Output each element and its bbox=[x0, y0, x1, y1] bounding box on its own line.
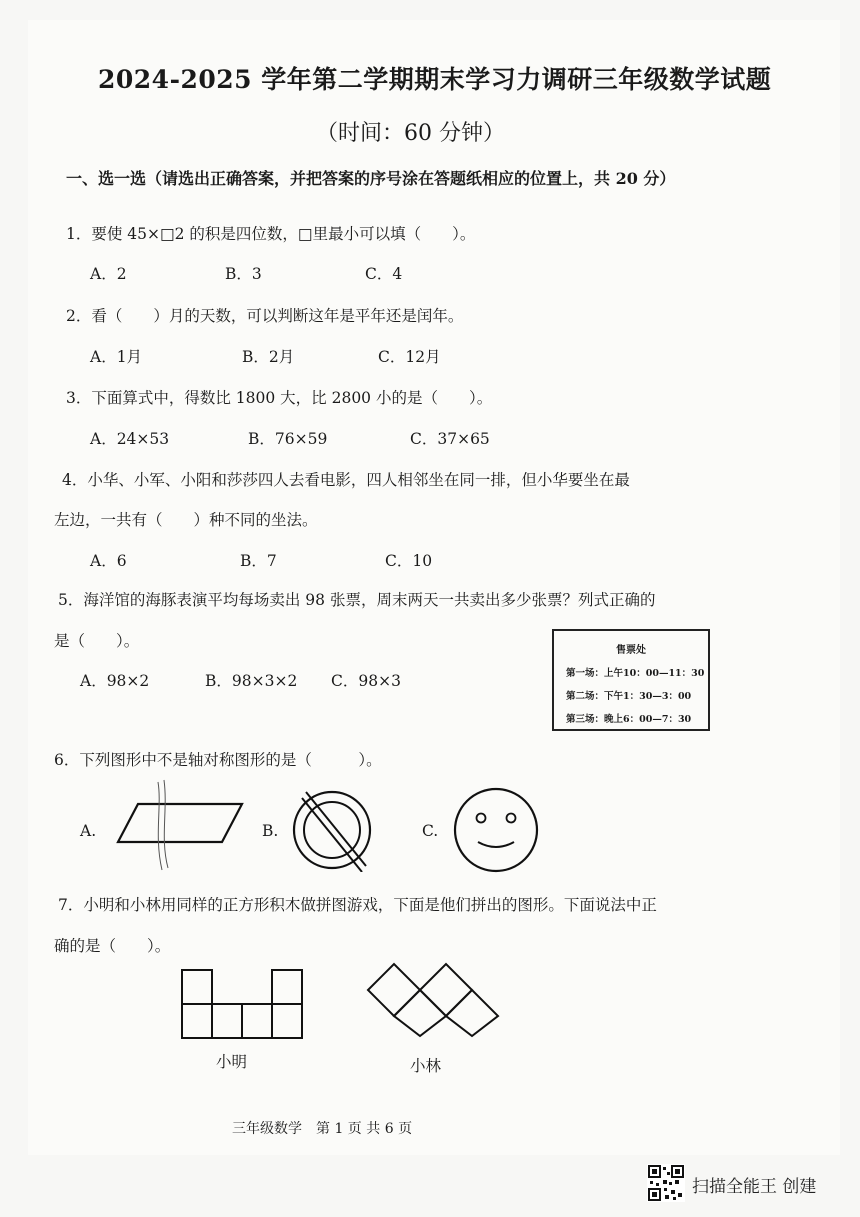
xiaolin-diamond-figure bbox=[364, 960, 508, 1038]
ticket-row-2: 第二场：下午1：30—3：00 bbox=[566, 691, 692, 702]
option-a: A．6 bbox=[90, 552, 127, 570]
qr-code-icon bbox=[647, 1164, 685, 1202]
option-c: C．10 bbox=[385, 552, 433, 570]
option-a: A．2 bbox=[90, 265, 127, 283]
xiaolin-label: 小林 bbox=[410, 1057, 442, 1075]
question-3: 3．下面算式中，得数比 1800 大，比 2800 小的是（ ）。 bbox=[66, 389, 493, 407]
option-b: B．3 bbox=[225, 265, 262, 283]
option-b: B．2月 bbox=[242, 348, 295, 366]
camscanner-watermark: 扫描全能王 创建 bbox=[692, 1177, 817, 1197]
smiley-face-figure bbox=[450, 784, 542, 876]
option-a-label: A. bbox=[80, 822, 97, 840]
xiaoming-square-figure bbox=[178, 966, 308, 1042]
option-b: B．98×3×2 bbox=[205, 672, 298, 690]
exam-time: （时间：60 分钟） bbox=[316, 121, 505, 146]
option-a: A．24×53 bbox=[90, 430, 170, 448]
question-5-line1: 5．海洋馆的海豚表演平均每场卖出 98 张票，周末两天一共卖出多少张票？列式正确的 bbox=[58, 591, 656, 609]
question-7-line1: 7．小明和小林用同样的正方形积木做拼图游戏，下面是他们拼出的图形。下面说法中正 bbox=[58, 896, 657, 914]
option-c: C．37×65 bbox=[410, 430, 490, 448]
question-7-line2: 确的是（ ）。 bbox=[54, 937, 171, 955]
ticket-row-3: 第三场：晚上6：00—7：30 bbox=[566, 714, 692, 725]
exam-title: 2024-2025 学年第二学期期末学习力调研三年级数学试题 bbox=[98, 65, 772, 94]
option-b: B．76×59 bbox=[248, 430, 328, 448]
section-heading: 一、选一选（请选出正确答案，并把答案的序号涂在答题纸相应的位置上，共 20 分） bbox=[66, 169, 676, 188]
option-b: B．7 bbox=[240, 552, 277, 570]
question-4-line2: 左边，一共有（ ）种不同的坐法。 bbox=[54, 511, 318, 529]
question-4-line1: 4．小华、小军、小阳和莎莎四人去看电影，四人相邻坐在同一排，但小华要坐在最 bbox=[62, 471, 630, 489]
ticket-title: 售票处 bbox=[616, 645, 646, 656]
option-a: A．98×2 bbox=[80, 672, 150, 690]
page-footer: 三年级数学 第 1 页 共 6 页 bbox=[232, 1121, 413, 1137]
question-2-options bbox=[90, 345, 441, 367]
ticket-row-1: 第一场：上午10：00—11：30 bbox=[566, 668, 705, 679]
option-a: A．1月 bbox=[90, 348, 143, 366]
option-c: C．12月 bbox=[378, 348, 441, 366]
question-2: 2．看（ ）月的天数，可以判断这年是平年还是闰年。 bbox=[66, 307, 464, 325]
question-5-line2: 是（ ）。 bbox=[54, 632, 140, 650]
option-c: C．98×3 bbox=[331, 672, 401, 690]
option-c-label: C. bbox=[422, 822, 439, 840]
question-4-options bbox=[90, 549, 432, 571]
question-3-options bbox=[90, 427, 490, 449]
ticket-office-schedule bbox=[552, 629, 710, 731]
question-1: 1．要使 45×□2 的积是四位数，□里最小可以填（ ）。 bbox=[66, 225, 476, 243]
option-b-label: B. bbox=[262, 822, 279, 840]
xiaoming-label: 小明 bbox=[216, 1053, 248, 1071]
no-sign-figure bbox=[284, 784, 380, 872]
option-c: C．4 bbox=[365, 265, 403, 283]
question-1-options bbox=[90, 262, 402, 284]
question-6: 6．下列图形中不是轴对称图形的是（ ）。 bbox=[54, 751, 382, 769]
question-5-options bbox=[80, 669, 401, 691]
parallelogram-figure bbox=[110, 776, 250, 876]
